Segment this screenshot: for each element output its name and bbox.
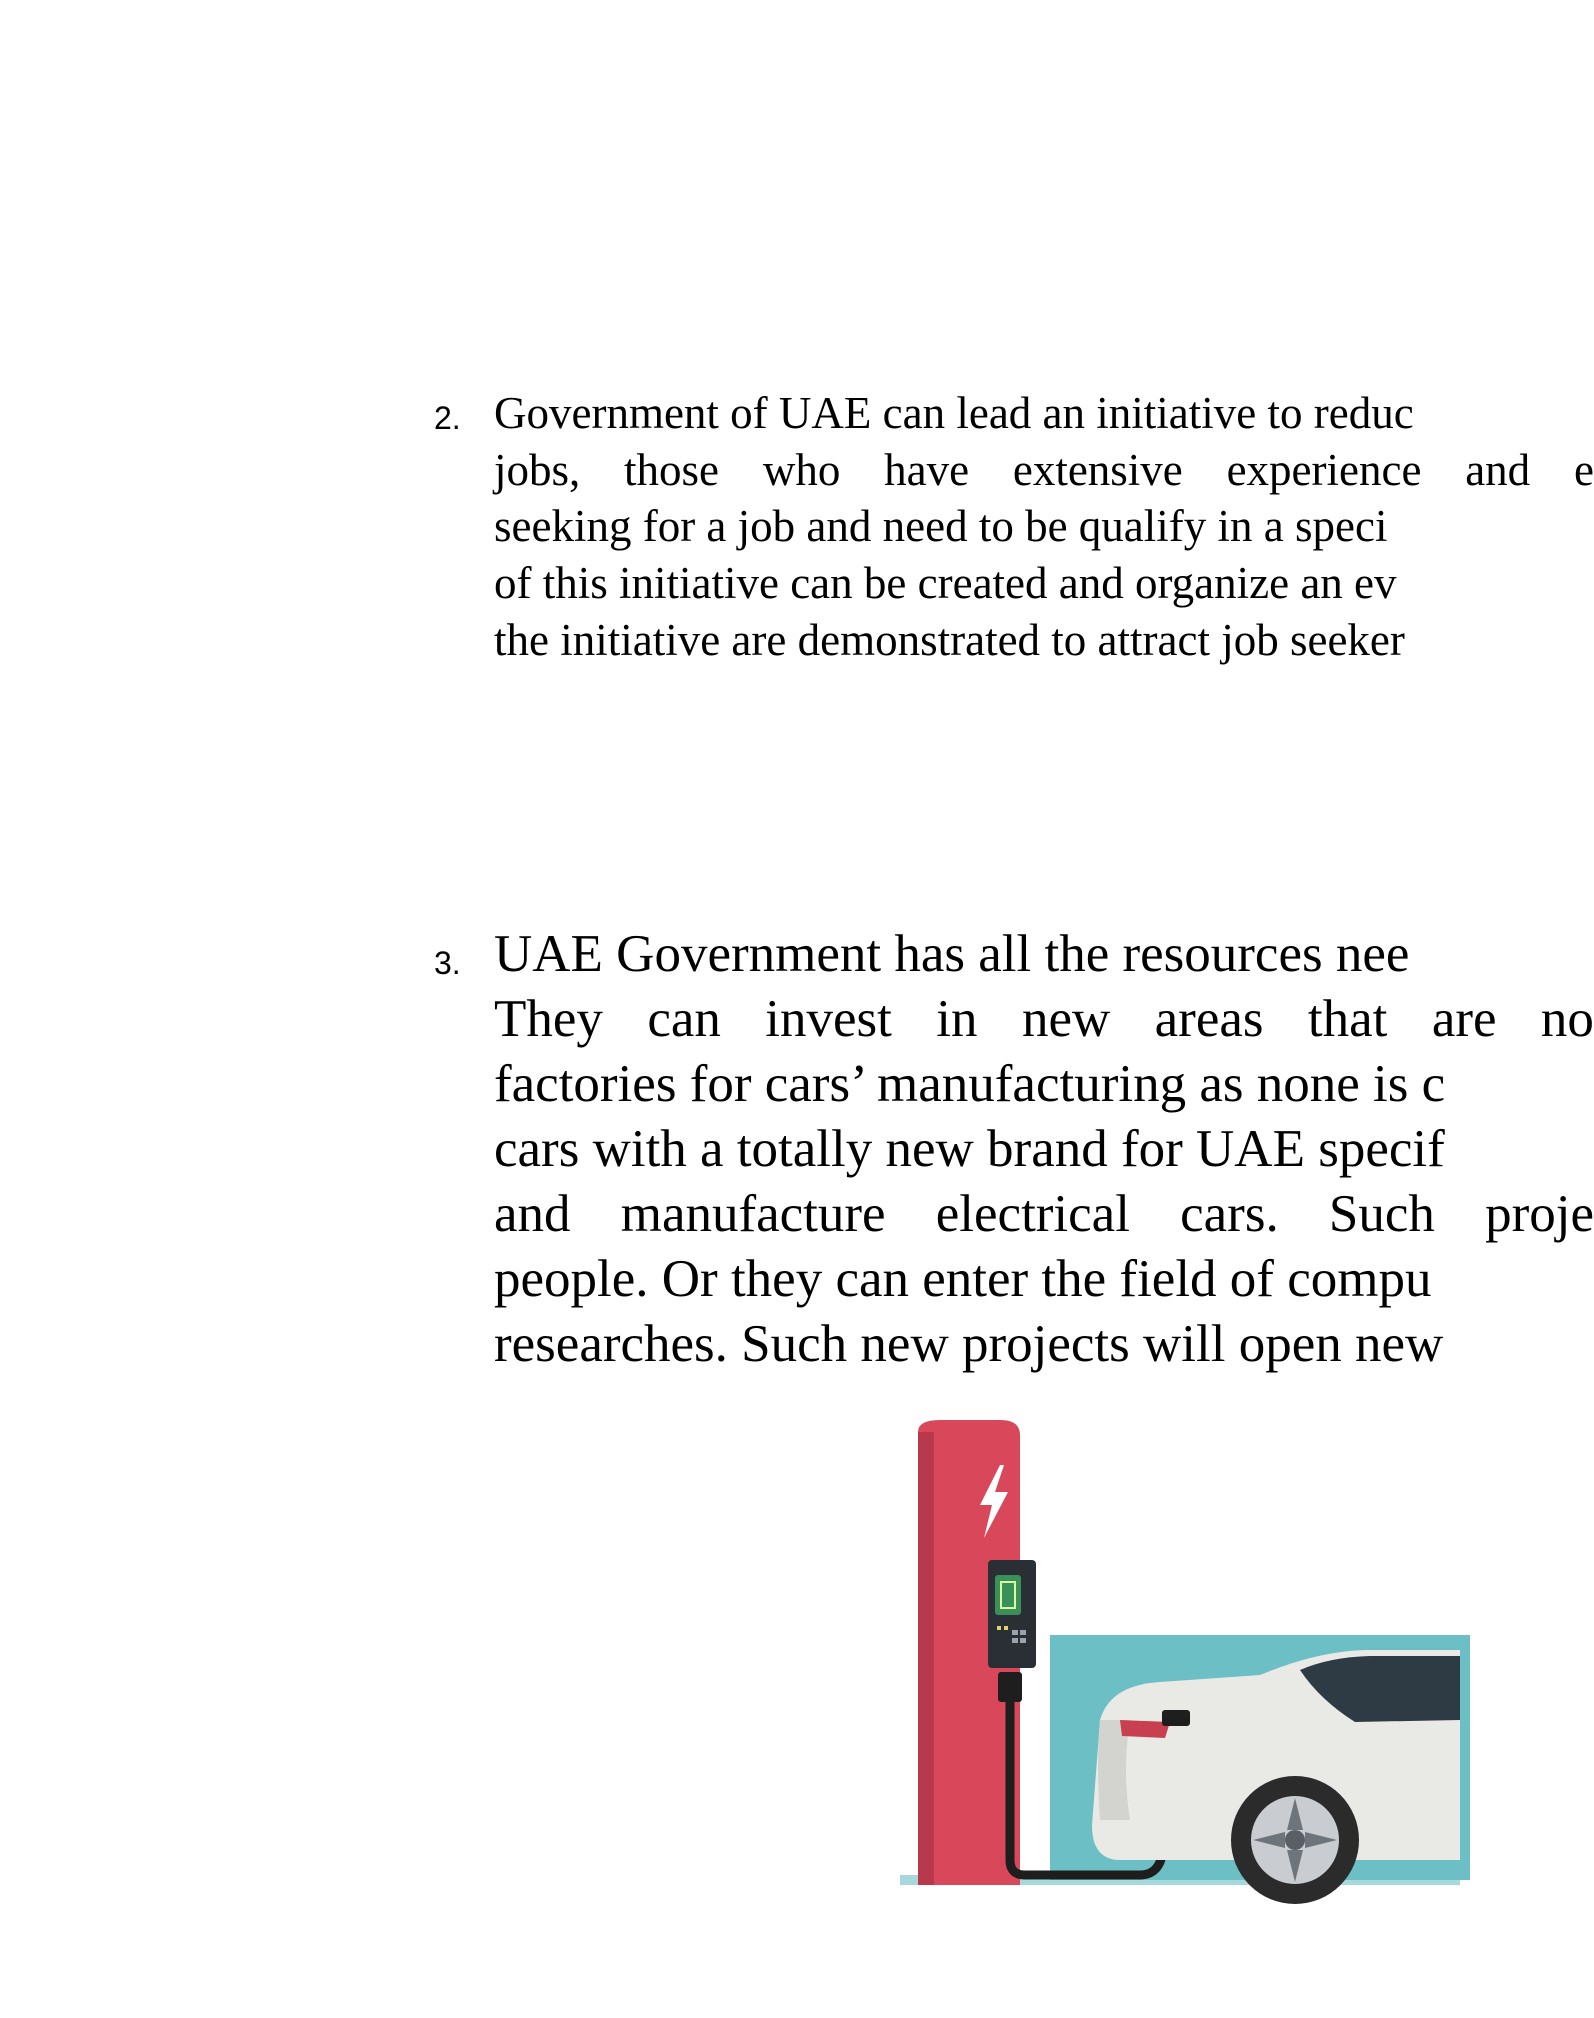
keypad-key bbox=[1012, 1638, 1018, 1643]
paragraph-line: Government of UAE can lead an initiative to reduc bbox=[494, 388, 1414, 438]
word: in bbox=[936, 990, 978, 1048]
word: electrical bbox=[935, 1185, 1130, 1243]
word: They bbox=[494, 990, 603, 1048]
paragraph-line-justified bbox=[494, 989, 1594, 1049]
keypad-key bbox=[1020, 1638, 1026, 1643]
word: no bbox=[1540, 990, 1594, 1048]
word: cars. bbox=[1180, 1185, 1279, 1243]
paragraph-line: factories for cars’ manufacturing as none is c bbox=[494, 1055, 1446, 1113]
paragraph-line: people. Or they can enter the field of compu bbox=[494, 1250, 1432, 1308]
word: Such bbox=[1328, 1185, 1435, 1243]
paragraph-line: UAE Government has all the resources nee bbox=[494, 925, 1410, 983]
word: and bbox=[494, 1185, 571, 1243]
word: have bbox=[884, 445, 970, 495]
word: that bbox=[1307, 990, 1388, 1048]
paragraph-line: researches. Such new projects will open new bbox=[494, 1315, 1444, 1373]
paragraph-line: cars with a totally new brand for UAE specif bbox=[494, 1120, 1445, 1178]
paragraph-line: of this initiative can be created and organize an ev bbox=[494, 558, 1397, 608]
charging-station-shade bbox=[918, 1432, 934, 1885]
keypad-key bbox=[1020, 1630, 1026, 1635]
word: are bbox=[1431, 990, 1497, 1048]
indicator-light bbox=[1004, 1626, 1008, 1630]
word: e bbox=[1573, 445, 1594, 495]
word: and bbox=[1465, 445, 1531, 495]
list-number: 3. bbox=[434, 945, 461, 981]
word: new bbox=[1021, 990, 1111, 1048]
list-number: 2. bbox=[434, 400, 461, 436]
word: jobs, bbox=[494, 445, 581, 495]
word: invest bbox=[765, 990, 892, 1048]
word: extensive bbox=[1012, 445, 1183, 495]
word: proje bbox=[1485, 1185, 1594, 1243]
keypad-key bbox=[1012, 1630, 1018, 1635]
charging-plug bbox=[1162, 1710, 1190, 1726]
word: who bbox=[762, 445, 841, 495]
paragraph-line: the initiative are demonstrated to attract job seeker bbox=[494, 615, 1405, 665]
paragraph-line-justified bbox=[494, 444, 1594, 496]
word: experience bbox=[1226, 445, 1422, 495]
word: manufacture bbox=[620, 1185, 886, 1243]
paragraph-line: seeking for a job and need to be qualify in a speci bbox=[494, 501, 1388, 551]
word: can bbox=[647, 990, 721, 1048]
indicator-light bbox=[997, 1626, 1001, 1630]
word: those bbox=[624, 445, 720, 495]
wheel-hub bbox=[1285, 1830, 1305, 1850]
paragraph-line-justified bbox=[494, 1184, 1594, 1244]
word: areas bbox=[1154, 990, 1264, 1048]
ev-charging-station-with-electric-car-icon bbox=[900, 1420, 1460, 1940]
